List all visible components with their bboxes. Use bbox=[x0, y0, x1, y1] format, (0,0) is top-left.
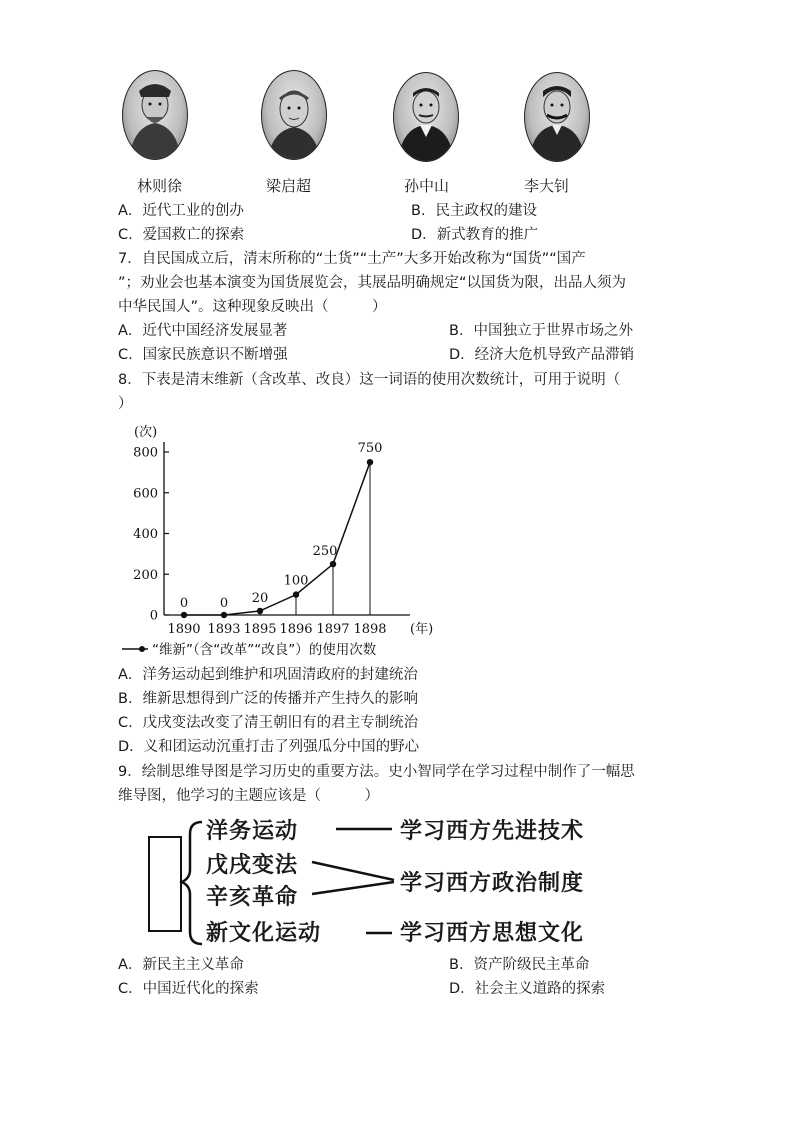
q9-option-a: A．新民主主义革命 bbox=[118, 957, 244, 973]
q9-stem-line: 9．绘制思维导图是学习历史的重要方法。史小智同学在学习过程中制作了一幅思 bbox=[118, 764, 635, 780]
portrait-caption: 李大钊 bbox=[524, 177, 570, 195]
data-label: 0 bbox=[219, 596, 229, 611]
portrait-sun-yatsen bbox=[393, 72, 459, 162]
q7-option-a: A．近代中国经济发展显著 bbox=[118, 323, 288, 339]
x-tick-label: 1895 bbox=[243, 622, 277, 637]
x-tick-label: 1890 bbox=[167, 622, 201, 637]
q7-stem-line: 7．自民国成立后，清末所称的“土货”“土产”大多开始改称为“国货”“国产 bbox=[118, 251, 586, 267]
q6-option-a: A．近代工业的创办 bbox=[118, 203, 244, 219]
q6-option-c: C．爱国救亡的探索 bbox=[118, 227, 245, 243]
q8-option-b: B．维新思想得到广泛的传播并产生持久的影响 bbox=[118, 691, 418, 707]
data-point bbox=[367, 459, 373, 465]
mind-map-item: 新文化运动 bbox=[206, 920, 322, 946]
q8-option-a: A．洋务运动起到维护和巩固清政府的封建统治 bbox=[118, 667, 418, 683]
usage-count-chart bbox=[118, 420, 458, 665]
q9-option-d: D．社会主义道路的探索 bbox=[449, 981, 606, 997]
q7-stem-line: 中华民国人”。这种现象反映出（ ） bbox=[118, 299, 387, 315]
portrait-caption: 孙中山 bbox=[404, 177, 450, 195]
q8-option-d: D．义和团运动沉重打击了列强瓜分中国的野心 bbox=[118, 739, 420, 755]
mind-map-item: 辛亥革命 bbox=[206, 884, 299, 910]
q8-stem-line: ） bbox=[118, 396, 133, 412]
data-point bbox=[330, 561, 336, 567]
x-tick-label: 1893 bbox=[207, 622, 241, 637]
q7-stem-line: ”；劝业会也基本演变为国货展览会，其展品明确规定“以国货为限，出品人须为 bbox=[118, 275, 627, 291]
mind-map-result: 学习西方政治制度 bbox=[400, 870, 585, 896]
mind-map-result: 学习西方先进技术 bbox=[400, 818, 585, 844]
data-label: 100 bbox=[283, 573, 309, 589]
q6-option-d: D．新式教育的推广 bbox=[411, 227, 539, 243]
portrait-li-dazhao bbox=[524, 72, 590, 162]
portrait-caption: 林则徐 bbox=[137, 177, 183, 195]
portrait-liang-qichao bbox=[261, 70, 327, 160]
q6-option-b: B．民主政权的建设 bbox=[411, 203, 537, 219]
legend-marker bbox=[139, 646, 145, 652]
y-axis-unit: (次) bbox=[134, 425, 158, 440]
q7-option-c: C．国家民族意识不断增强 bbox=[118, 347, 288, 363]
q8-stem-line: 8．下表是清末维新（含改革、改良）这一词语的使用次数统计，可用于说明（ bbox=[118, 372, 621, 388]
y-tick-label: 600 bbox=[133, 486, 158, 502]
q9-option-c: C．中国近代化的探索 bbox=[118, 981, 259, 997]
x-tick-label: 1896 bbox=[279, 622, 313, 637]
y-tick-label: 800 bbox=[133, 445, 158, 461]
q7-option-d: D．经济大危机导致产品滞销 bbox=[449, 347, 635, 363]
series-line bbox=[184, 462, 370, 615]
data-point bbox=[257, 608, 263, 614]
q9-stem-line: 维导图，他学习的主题应该是（ ） bbox=[118, 788, 379, 804]
x-axis-unit: (年) bbox=[410, 622, 434, 637]
y-tick-label: 200 bbox=[133, 567, 158, 583]
data-point bbox=[181, 612, 187, 618]
portrait-lin-zexu bbox=[122, 70, 188, 160]
legend-label: “维新”（含“改革”“改良”）的使用次数 bbox=[152, 642, 377, 658]
q8-option-c: C．戊戌变法改变了清王朝旧有的君主专制统治 bbox=[118, 715, 419, 731]
y-tick-label: 0 bbox=[149, 608, 158, 624]
mind-map-item: 洋务运动 bbox=[206, 818, 299, 844]
q9-option-b: B．资产阶级民主革命 bbox=[449, 957, 590, 973]
data-label: 250 bbox=[312, 544, 338, 560]
data-label: 750 bbox=[357, 441, 383, 457]
y-tick-label: 400 bbox=[133, 527, 158, 542]
q7-option-b: B．中国独立于世界市场之外 bbox=[449, 323, 633, 339]
x-tick-label: 1897 bbox=[316, 622, 350, 637]
mind-map bbox=[140, 812, 620, 952]
data-label: 0 bbox=[179, 596, 189, 611]
portrait-caption: 梁启超 bbox=[266, 177, 312, 195]
mind-map-result: 学习西方思想文化 bbox=[400, 920, 585, 946]
mind-map-item: 戊戌变法 bbox=[206, 852, 299, 878]
data-point bbox=[221, 612, 227, 618]
x-tick-label: 1898 bbox=[353, 622, 387, 637]
data-point bbox=[293, 591, 299, 597]
data-label: 20 bbox=[251, 590, 269, 606]
